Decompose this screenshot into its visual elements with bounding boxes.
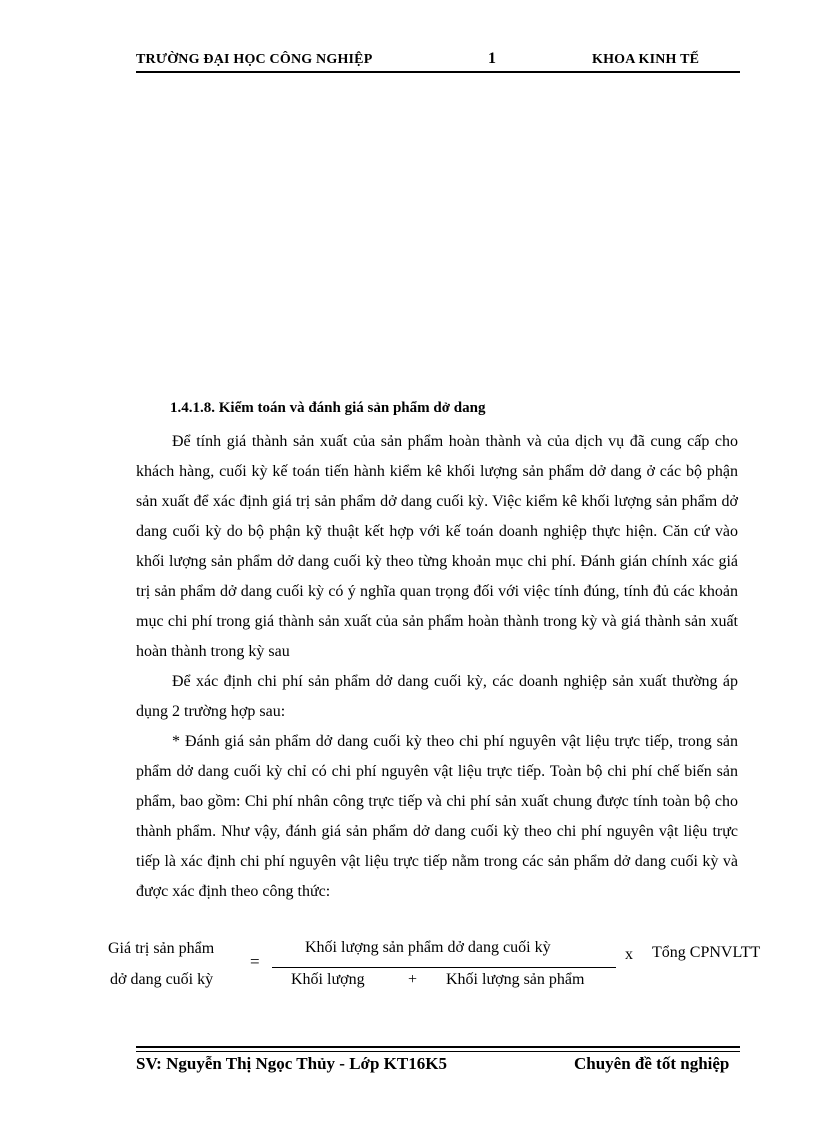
paragraph-1: Để tính giá thành sản xuất của sản phẩm hoàn thành và của dịch vụ đã cung cấp cho khách hàng, cuối kỳ kế toán tiến hành kiểm kê khối lượng sản phẩm dở dang ở các bộ phận sản xuất để xác định giá trị sản phẩm dở dang cuối kỳ. Việc kiểm kê khối lượng sản phẩm dở dang cuối kỳ do bộ phận kỹ thuật kết hợp với kế toán doanh nghiệp thực hiện. Căn cứ vào khối lượng sản phẩm dở dang cuối kỳ theo từng khoản mục chi phí. Đánh gián chính xác giá trị sản phẩm dở dang cuối kỳ có ý nghĩa quan trọng đối với việc tính đúng, tính đủ các khoản mục chi phí trong giá thành sản xuất của sản phẩm hoàn thành trong kỳ và giá thành sản xuất hoàn thành trong kỳ sau <box>136 433 738 660</box>
header-divider <box>136 71 740 73</box>
formula-total: Tổng CPNVLTT <box>652 944 761 961</box>
formula-numerator: Khối lượng sản phẩm dở dang cuối kỳ <box>305 939 551 956</box>
formula-denominator-b: Khối lượng sản phẩm <box>446 971 585 988</box>
formula-lhs-line1: Giá trị sản phẩm <box>108 940 215 957</box>
formula-times-sign: x <box>625 946 633 963</box>
paragraph-2: Để xác định chi phí sản phẩm dở dang cuối kỳ, các doanh nghiệp sản xuất thường áp dụng 2 trường hợp sau: <box>136 673 738 720</box>
paragraph-3: * Đánh giá sản phẩm dở dang cuối kỳ theo chi phí nguyên vật liệu trực tiếp, trong sản phẩm dở dang cuối kỳ chỉ có chi phí nguyên vật liệu trực tiếp. Toàn bộ chi phí chế biến sản phẩm, bao gồm: Chi phí nhân công trực tiếp và chi phí sản xuất chung được tính toàn bộ cho thành phẩm. Như vậy, đánh giá sản phẩm dở dang cuối kỳ theo chi phí nguyên vật liệu trực tiếp là xác định chi phí nguyên vật liệu trực tiếp nằm trong các sản phẩm dở dang cuối kỳ và được xác định theo công thức: <box>136 733 738 900</box>
formula-equals-sign: = <box>250 952 260 971</box>
formula-lhs-line2: dở dang cuối kỳ <box>110 971 214 988</box>
header-page-number: 1 <box>488 50 497 67</box>
formula <box>100 934 790 1004</box>
footer-thesis-type: Chuyên đề tốt nghiệp <box>574 1054 730 1073</box>
header-university: TRƯỜNG ĐẠI HỌC CÔNG NGHIỆP <box>136 52 373 67</box>
formula-denominator-a: Khối lượng <box>291 971 365 988</box>
body-text <box>136 427 738 907</box>
header-faculty: KHOA KINH TẾ <box>592 52 700 67</box>
footer-divider-bottom <box>136 1051 740 1052</box>
footer-student: SV: Nguyễn Thị Ngọc Thủy - Lớp KT16K5 <box>136 1054 447 1073</box>
formula-fraction-line <box>272 967 616 968</box>
footer-divider-top <box>136 1046 740 1048</box>
formula-plus-sign: + <box>408 971 418 988</box>
section-heading: 1.4.1.8. Kiểm toán và đánh giá sản phẩm dở dang <box>170 400 486 416</box>
